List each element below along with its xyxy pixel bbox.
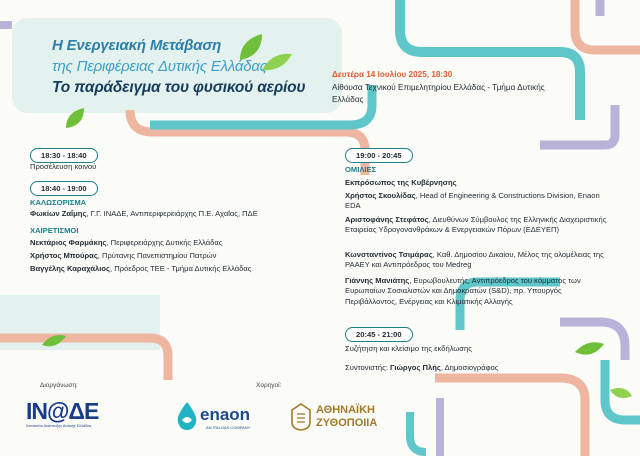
arrival-text: Προσέλευση κοινού (30, 162, 97, 171)
sponsor-enaon-logo: enaon (200, 405, 251, 424)
brewery-crest-icon (290, 402, 312, 432)
leaf-icon (575, 342, 604, 354)
greetings-heading: ΧΑΙΡΕΤΙΣΜΟΙ (30, 226, 79, 235)
sponsor-enaon-subtitle: AN ITALGAS COMPANY (206, 425, 251, 430)
sponsors-label: Χορηγοί: (256, 382, 282, 389)
greeting-speaker: Βαγγέλης Καραχάλιος, Πρόεδρος ΤΕΕ - Τμήμα Δυτικής Ελλάδας (30, 264, 252, 273)
welcome-speaker: Φωκίων Ζαΐμης, Γ.Γ. ΙΝΑΔΕ, Αντιπεριφερειάρχης Π.Ε. Αχαΐας, ΠΔΕ (30, 209, 258, 218)
greeting-speaker: Χρήστος Μπούρας, Πρύτανης Πανεπιστημίου Πατρών (30, 251, 217, 260)
ribbon-peach-mid (130, 110, 365, 175)
moderator: Συντονιστής: Γιώργος Πλής, Δημοσιογράφος (345, 363, 499, 372)
speaker-entry: Γιάννης Μανιάτης, Ευρωβουλευτής, Αντιπρόεδρος του κόμματος των Ευρωπαίων Σοσιαλιστών και Δημοκρατών (S&D), πρ. Υπουργός Περιβάλλοντος, Ενέργειας και Κλιματικής Αλλαγής (345, 276, 581, 306)
speaker-entry: Κωνσταντίνος Τσιμάρας, Καθ. Δημοσίου Δικαίου, Μέλος της ολομέλειας της ΡΑΑΕΥ και Αντιπρόεδρος του Medreg (345, 250, 604, 270)
ribbon-aqua-bottom (410, 412, 426, 452)
greeting-speaker: Νεκτάριος Φαρμάκης, Περιφερειάρχης Δυτικής Ελλάδας (30, 238, 223, 247)
time-pill-2: 18:40 - 19:00 (30, 181, 98, 196)
talks-heading: ΟΜΙΛΙΕΣ (345, 165, 377, 174)
ribbon-peach-top (575, 0, 640, 50)
welcome-heading: ΚΑΛΩΣΟΡΙΣΜΑ (30, 198, 87, 207)
title-line-2: της Περιφέρειας Δυτικής Ελλάδας (52, 58, 267, 75)
time-pill-1: 18:30 - 18:40 (30, 148, 98, 163)
speaker-entry: Αριστοφάνης Στεφάτος, Διευθύνων Σύμβουλος της Ελληνικής Διαχειριστικής Εταιρείας Υδρογονανθράκων & Ενεργειακών Πόρων (ΕΔΕΥΕΠ) (345, 215, 607, 235)
title-line-1: Η Ενεργειακή Μετάβαση (52, 37, 222, 54)
organizer-logo: ΙΝ@ΔΕ (26, 398, 99, 424)
organizer-label: Διοργάνωση: (40, 382, 78, 389)
enaon-drop-icon (174, 400, 200, 432)
organizer-subtitle: Ινστιτούτο Ανάπτυξης Δυτικής Ελλάδας (26, 424, 92, 428)
event-venue: Αίθουσα Τεχνικού Επιμελητηρίου Ελλάδας - Τμήμα Δυτικής Ελλάδας (332, 83, 545, 104)
time-pill-4: 20:45 - 21:00 (345, 327, 413, 342)
ribbon-peach-right (435, 378, 585, 456)
speaker-entry: Χρήστος Σκουλίδας, Head of Engineering & Constructions Division, Enaon EDA (345, 191, 600, 211)
time-pill-3: 19:00 - 20:45 (345, 148, 413, 163)
sponsor-athenian-brewery-logo: ΑΘΗΝΑΪΚΗ ΖΥΘΟΠΟΙΙΑ (316, 404, 378, 430)
ribbon-lavender-bottom (560, 322, 625, 360)
speaker-entry: Εκπρόσωπος της Κυβέρνησης (345, 178, 457, 187)
event-date: Δευτέρα 14 Ιουλίου 2025, 18:30 (332, 70, 453, 79)
closing-text: Συζήτηση και κλείσιμο της εκδήλωσης (345, 344, 472, 353)
title-line-3: Το παράδειγμα του φυσικού αερίου (52, 79, 306, 96)
leaf-icon (610, 388, 632, 398)
